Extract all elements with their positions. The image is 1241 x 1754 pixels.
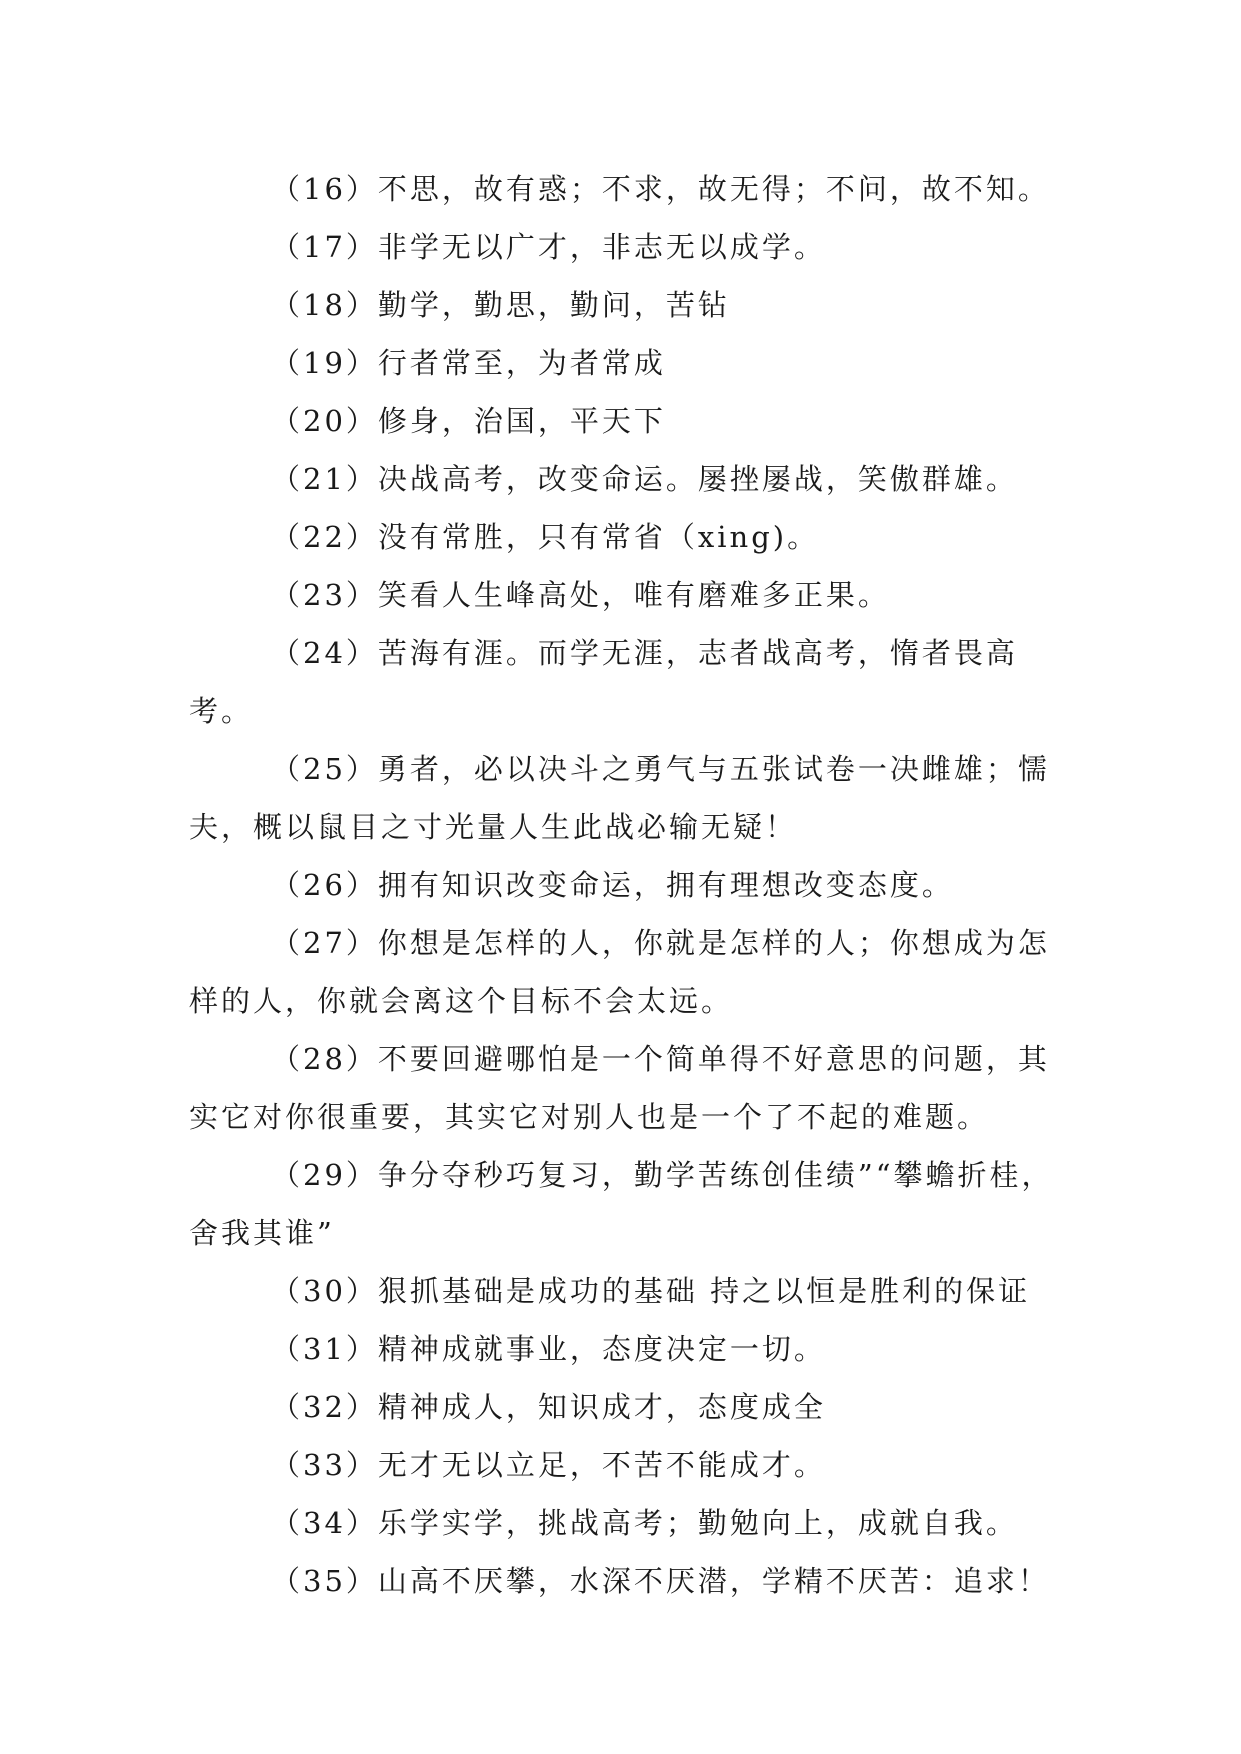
paragraph-24: （24）苦海有涯。而学无涯，志者战高考，惰者畏高考。 xyxy=(189,636,1018,728)
document-body xyxy=(189,160,1069,1610)
paragraph-28: （28）不要回避哪怕是一个简单得不好意思的问题，其实它对你很重要，其实它对别人也是一个了不起的难题。 xyxy=(189,1042,1050,1134)
paragraph-20: （20）修身，治国，平天下 xyxy=(271,404,666,438)
paragraph-31: （31）精神成就事业，态度决定一切。 xyxy=(271,1332,826,1366)
paragraph-17: （17）非学无以广才，非志无以成学。 xyxy=(271,230,826,264)
paragraph-19: （19）行者常至，为者常成 xyxy=(271,346,666,380)
paragraph-25: （25）勇者，必以决斗之勇气与五张试卷一决雌雄；懦夫，概以鼠目之寸光量人生此战必输无疑！ xyxy=(189,752,1050,844)
paragraph-26: （26）拥有知识改变命运，拥有理想改变态度。 xyxy=(271,868,954,902)
paragraph-22: （22）没有常胜，只有常省（xing)。 xyxy=(271,520,820,554)
paragraph-33: （33）无才无以立足，不苦不能成才。 xyxy=(271,1448,826,1482)
paragraph-16: （16）不思，故有惑；不求，故无得；不问，故不知。 xyxy=(271,172,1050,206)
paragraph-21: （21）决战高考，改变命运。屡挫屡战，笑傲群雄。 xyxy=(271,462,1018,496)
paragraph-29: （29）争分夺秒巧复习，勤学苦练创佳绩”“攀蟾折桂，舍我其谁” xyxy=(189,1158,1054,1250)
paragraph-34: （34）乐学实学，挑战高考；勤勉向上，成就自我。 xyxy=(271,1506,1018,1540)
paragraph-23: （23）笑看人生峰高处，唯有磨难多正果。 xyxy=(271,578,890,612)
paragraph-32: （32）精神成人，知识成才，态度成全 xyxy=(271,1390,826,1424)
paragraph-27: （27）你想是怎样的人，你就是怎样的人；你想成为怎样的人，你就会离这个目标不会太远。 xyxy=(189,926,1050,1018)
paragraph-18: （18）勤学，勤思，勤问，苦钻 xyxy=(271,288,730,322)
paragraph-35: （35）山高不厌攀，水深不厌潜，学精不厌苦：追求！ xyxy=(271,1564,1050,1598)
paragraph-30: （30）狠抓基础是成功的基础 持之以恒是胜利的保证 xyxy=(271,1274,1031,1308)
